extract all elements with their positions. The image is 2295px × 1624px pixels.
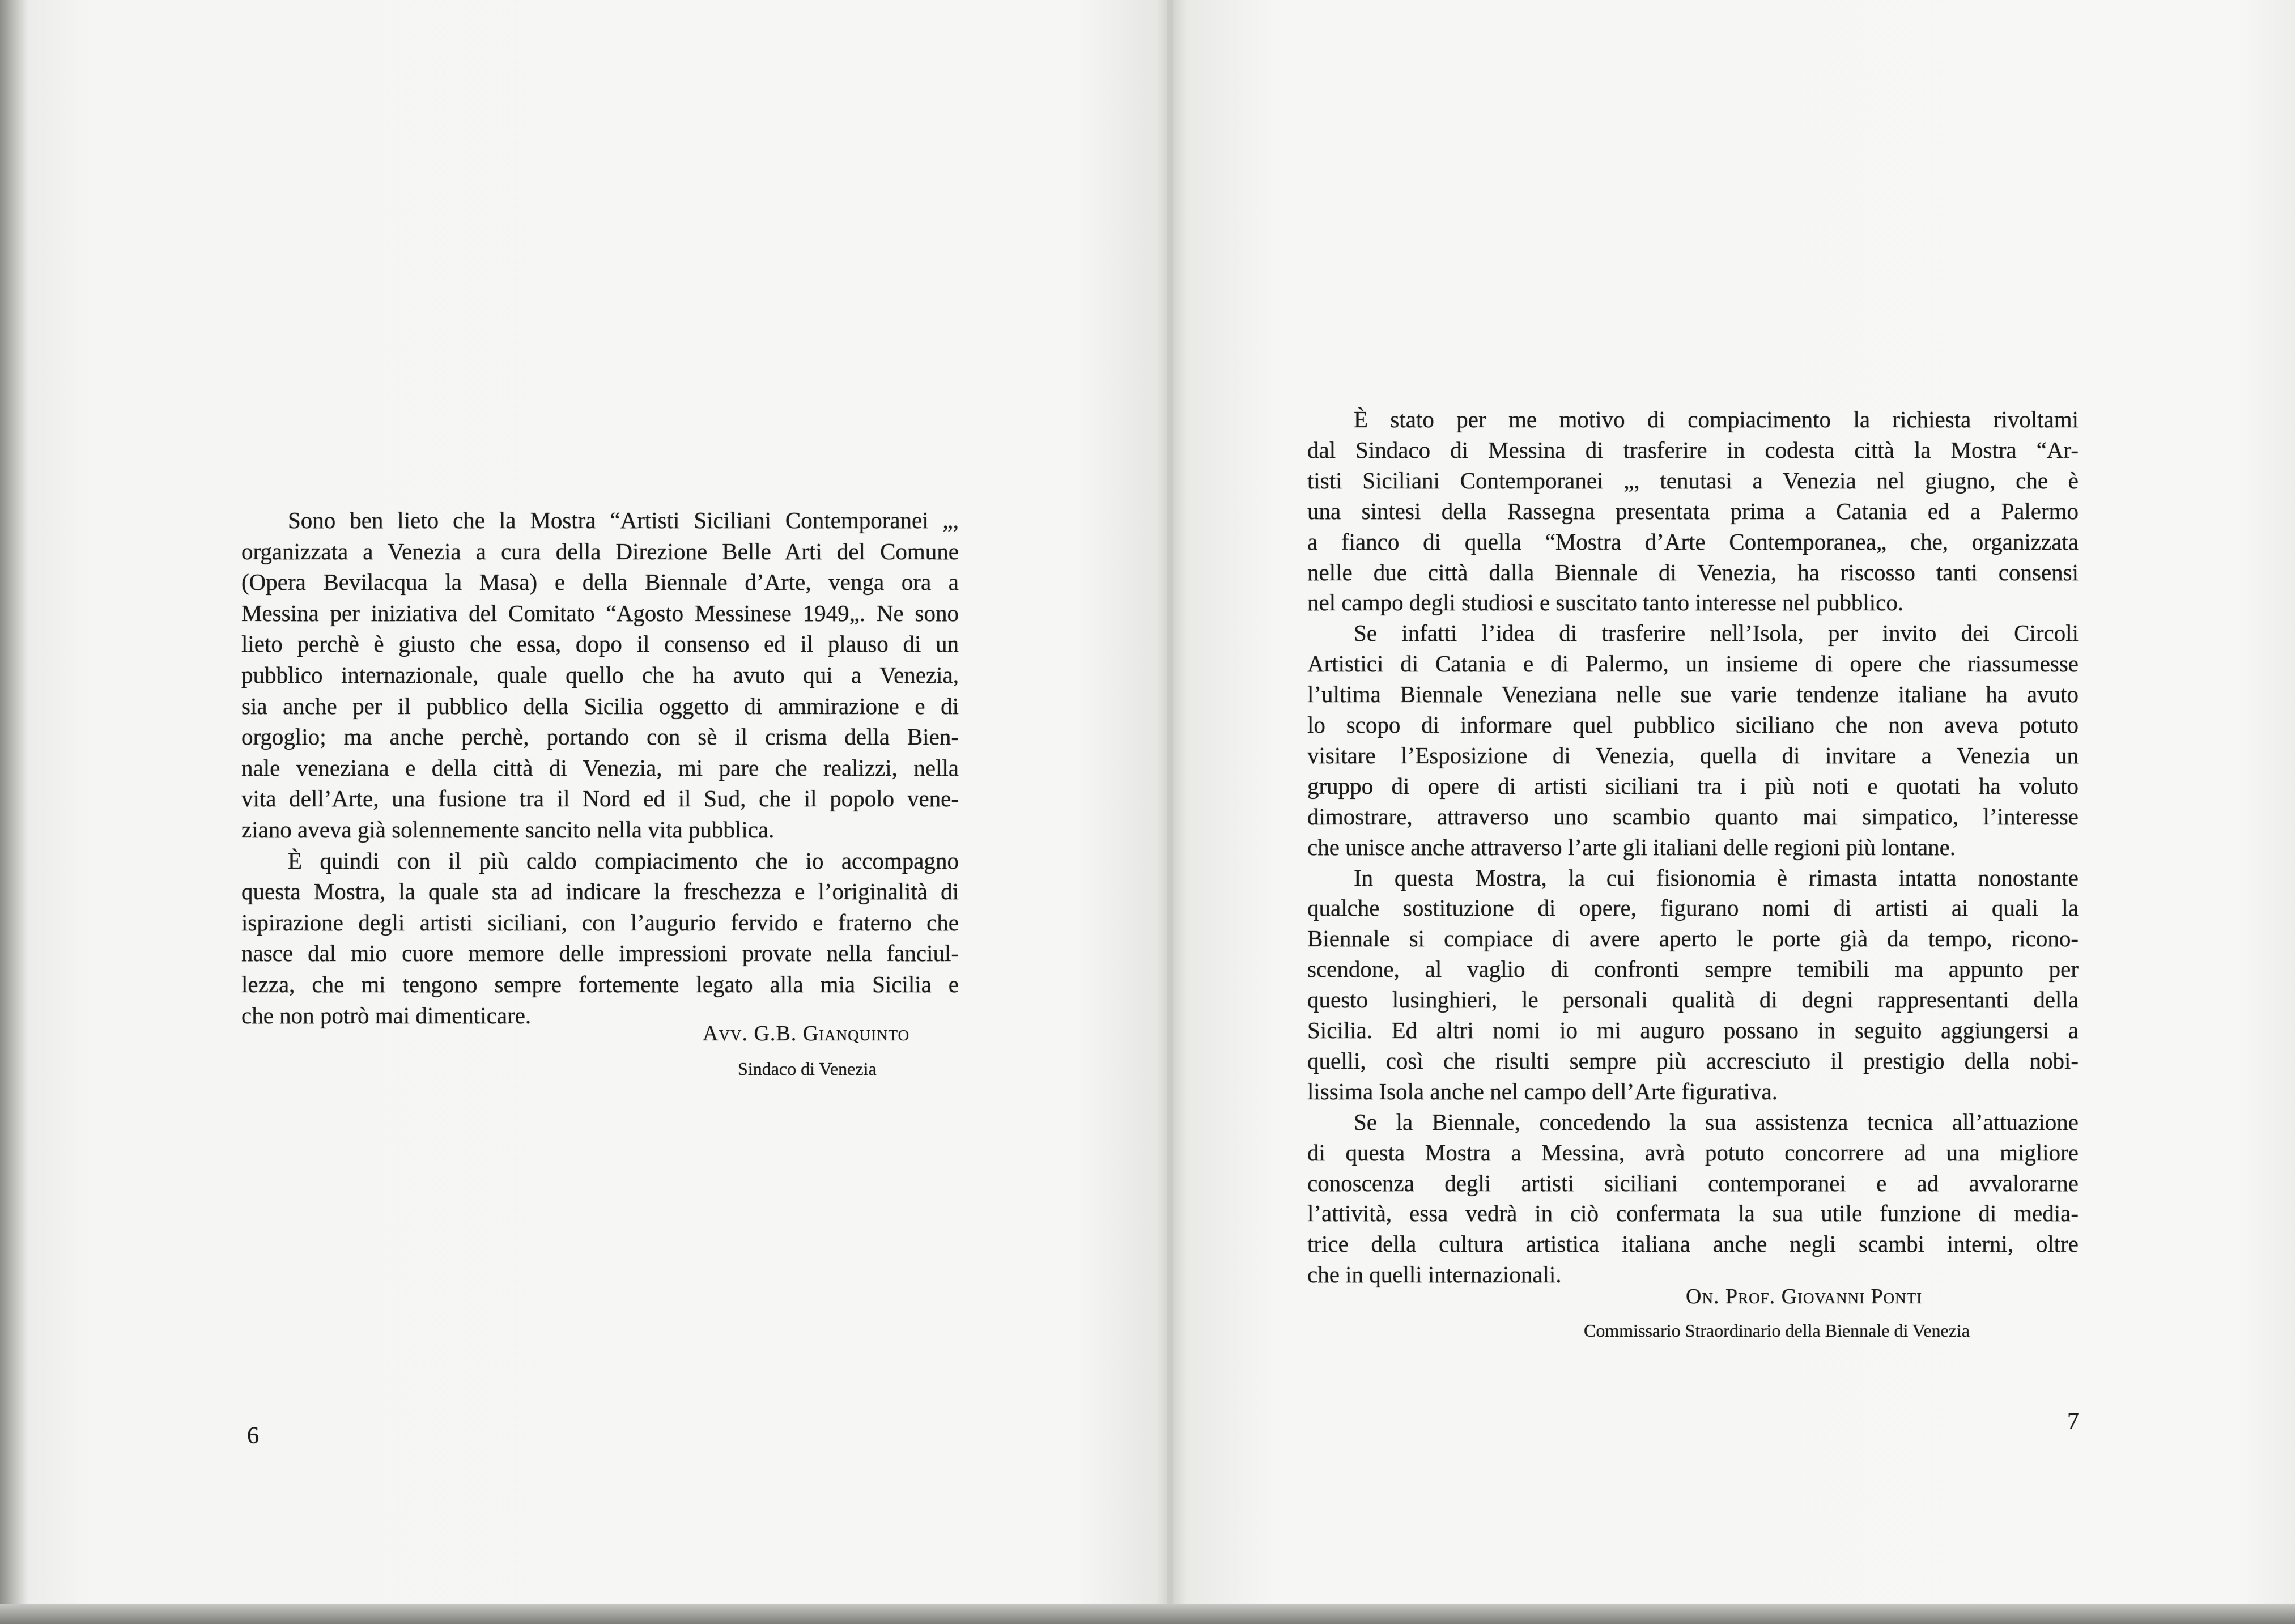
- text-line: lo scopo di informare quel pubblico siciliano che non aveva potuto: [1307, 712, 2079, 738]
- text-line: che in quelli internazionali.: [1307, 1261, 1562, 1288]
- text-line: conoscenza degli artisti siciliani contemporanei e ad avvalorarne: [1307, 1170, 2079, 1196]
- text-line: lezza, che mi tengono sempre fortemente legato alla mia Sicilia e: [241, 971, 959, 997]
- right-signature-title: Commissario Straordinario della Biennale di Venezia: [1584, 1320, 1970, 1341]
- text-line: Biennale si compiace di avere aperto le porte già da tempo, ricono-: [1307, 925, 2079, 952]
- text-line: di questa Mostra a Messina, avrà potuto concorrere ad una migliore: [1307, 1139, 2079, 1166]
- text-line: che non potrò mai dimenticare.: [241, 1002, 532, 1028]
- text-line: pubblico internazionale, quale quello che ha avuto qui a Venezia,: [241, 662, 959, 688]
- text-line: nelle due città dalla Biennale di Venezia, ha riscosso tanti consensi: [1307, 559, 2079, 585]
- text-line: nasce dal mio cuore memore delle impressioni provate nella fanciul-: [241, 940, 959, 967]
- page-number-right: 7: [2067, 1409, 2079, 1435]
- text-line: vita dell’Arte, una fusione tra il Nord ed il Sud, che il popolo vene-: [241, 785, 959, 812]
- left-signature-title: Sindaco di Venezia: [738, 1058, 877, 1079]
- text-line: l’attività, essa vedrà in ciò confermata la sua utile funzione di media-: [1307, 1200, 2079, 1227]
- book-gutter: [1167, 0, 1173, 1624]
- text-line: Sicilia. Ed altri nomi io mi auguro possano in seguito aggiungersi a: [1307, 1017, 2079, 1043]
- text-line: lieto perchè è giusto che essa, dopo il consenso ed il plauso di un: [241, 631, 959, 657]
- text-line: questo lusinghieri, le personali qualità di degni rappresentanti della: [1307, 987, 2079, 1013]
- text-line: sia anche per il pubblico della Sicilia oggetto di ammirazione e di: [241, 692, 959, 719]
- text-line: l’ultima Biennale Veneziana nelle sue varie tendenze italiane ha avuto: [1307, 681, 2079, 708]
- text-line: qualche sostituzione di opere, figurano nomi di artisti ai quali la: [1307, 895, 2079, 921]
- text-line: Messina per iniziativa del Comitato “Agosto Messinese 1949„. Ne sono: [241, 600, 959, 626]
- page-number-left: 6: [247, 1423, 259, 1449]
- text-line: scendone, al vaglio di confronti sempre temibili ma appunto per: [1307, 956, 2079, 983]
- text-line: questa Mostra, la quale sta ad indicare la freschezza e l’originalità di: [241, 878, 959, 905]
- text-line: lissima Isola anche nel campo dell’Arte figurativa.: [1307, 1078, 1778, 1104]
- text-line: orgoglio; ma anche perchè, portando con sè il crisma della Bien-: [241, 724, 959, 750]
- text-line: quelli, così che risulti sempre più accresciuto il prestigio della nobi-: [1307, 1047, 2079, 1074]
- text-line: una sintesi della Rassegna presentata prima a Catania ed a Palermo: [1307, 498, 2079, 524]
- text-line: nel campo degli studiosi e suscitato tanto interesse nel pubblico.: [1307, 589, 1904, 616]
- text-line: Se infatti l’idea di trasferire nell’Isola, per invito dei Circoli: [1354, 620, 2079, 647]
- text-line: ispirazione degli artisti siciliani, con l’augurio fervido e fraterno che: [241, 909, 959, 936]
- left-signature-name: Avv. G.B. Gianquinto: [703, 1022, 910, 1045]
- text-line: dal Sindaco di Messina di trasferire in codesta città la Mostra “Ar-: [1307, 436, 2079, 463]
- text-line: ziano aveva già solennemente sancito nella vita pubblica.: [241, 817, 775, 843]
- text-line: (Opera Bevilacqua la Masa) e della Biennale d’Arte, venga ora a: [241, 569, 959, 596]
- text-line: nale veneziana e della città di Venezia, mi pare che realizzi, nella: [241, 754, 959, 781]
- text-line: È stato per me motivo di compiacimento la richiesta rivoltami: [1354, 406, 2079, 432]
- text-line: dimostrare, attraverso uno scambio quanto mai simpatico, l’interesse: [1307, 803, 2079, 830]
- text-line: Artistici di Catania e di Palermo, un insieme di opere che riassumesse: [1307, 651, 2079, 677]
- text-line: che unisce anche attraverso l’arte gli italiani delle regioni più lontane.: [1307, 834, 1956, 860]
- text-line: In questa Mostra, la cui fisionomia è rimasta intatta nonostante: [1354, 864, 2079, 891]
- text-line: visitare l’Esposizione di Venezia, quella di invitare a Venezia un: [1307, 742, 2079, 768]
- text-line: tisti Siciliani Contemporanei „, tenutasi a Venezia nel giugno, che è: [1307, 467, 2079, 494]
- text-line: organizzata a Venezia a cura della Direzione Belle Arti del Comune: [241, 538, 959, 564]
- text-line: trice della cultura artistica italiana anche negli scambi interni, oltre: [1307, 1231, 2079, 1257]
- text-line: gruppo di opere di artisti siciliani tra i più noti e quotati ha voluto: [1307, 772, 2079, 799]
- text-line: È quindi con il più caldo compiacimento che io accompagno: [288, 847, 959, 874]
- text-line: Sono ben lieto che la Mostra “Artisti Siciliani Contemporanei „,: [288, 507, 959, 533]
- text-line: Se la Biennale, concedendo la sua assistenza tecnica all’attuazione: [1354, 1108, 2079, 1135]
- text-line: a fianco di quella “Mostra d’Arte Contemporanea„ che, organizzata: [1307, 528, 2079, 555]
- scan-edge: [0, 1604, 2295, 1624]
- right-signature-name: On. Prof. Giovanni Ponti: [1686, 1285, 1923, 1308]
